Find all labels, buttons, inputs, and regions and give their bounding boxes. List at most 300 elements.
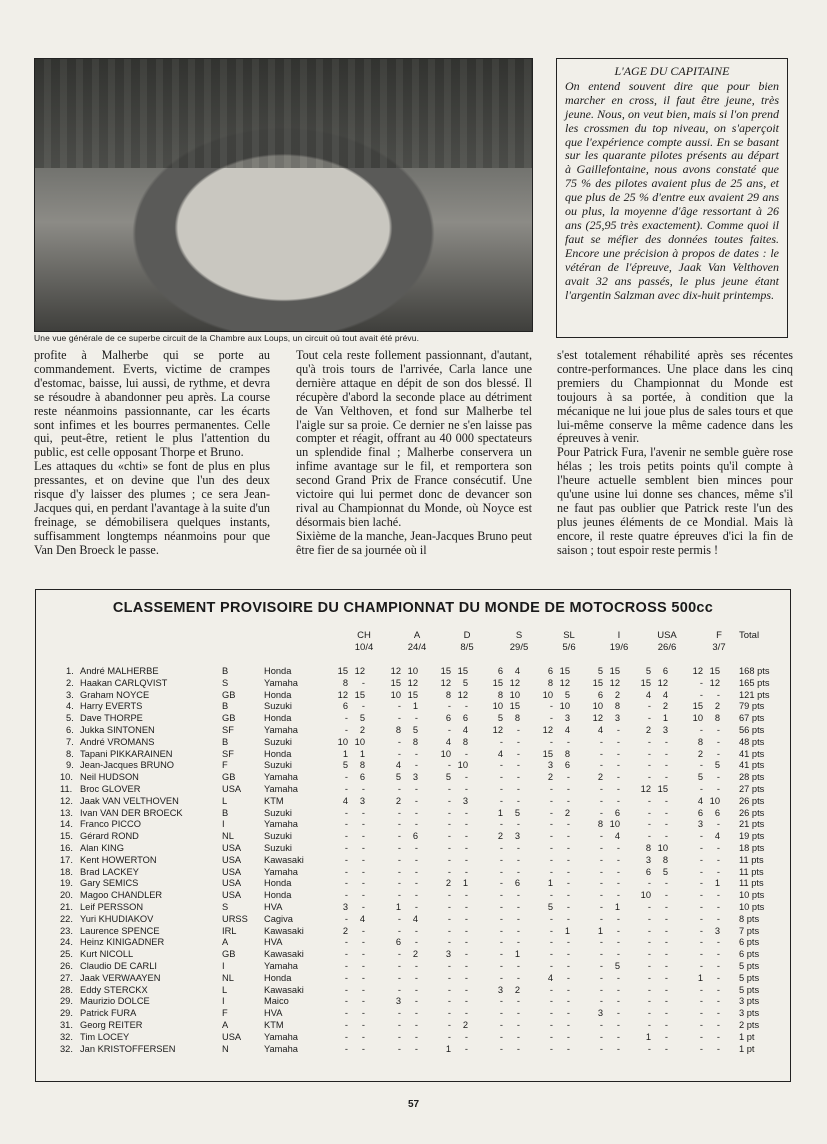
- heat-result: -: [447, 866, 451, 877]
- heat-result: -: [414, 890, 418, 901]
- heat-result: -: [447, 760, 451, 771]
- gp-date: 8/5: [460, 642, 474, 653]
- heat-result: 10: [709, 795, 720, 806]
- rider-name: Jean-Jacques BRUNO: [80, 760, 175, 771]
- heat-result: -: [664, 878, 668, 889]
- motorcycle-make: Honda: [264, 689, 292, 700]
- sidebar-text: On entend souvent dire que pour bien marcher en cross, il faut être jeune, très jeune. Nous, on veut bien, mais si l'on prend les crossmen du top niveau, on s'aperçoit que l'expérience compte aussi. En se basant sur les quarante pilotes présents au départ à Gaillefontaine, nous avons constaté que 75 % des pilotes avaient plus de 25 ans, et que plus de 25 % d'entre eux avaient 29 ans ou plus, la moyenne d'âge ressortant à 26 ans (25,95 très exactement). Comme quoi il faut se méfier des données toutes faites. Encore une précision à propos de dates : le vétéran de l'épreuve, Jaak Van Velthoven avait 32 ans passés, le plus jeune étant l'argentin Salzman avec dix-huit printemps.: [565, 78, 779, 302]
- rank: 19.: [60, 878, 73, 889]
- heat-result: -: [549, 701, 553, 712]
- heat-result: 5: [395, 772, 401, 783]
- rank: 32.: [60, 1043, 73, 1054]
- heat-result: -: [464, 701, 468, 712]
- heat-result: 4: [662, 689, 668, 700]
- heat-result: -: [516, 725, 520, 735]
- heat-result: -: [516, 961, 520, 971]
- heat-result: 4: [497, 748, 503, 759]
- rank: 6.: [66, 725, 74, 735]
- table-row: [36, 843, 790, 854]
- heat-result: -: [616, 1008, 620, 1019]
- total-points: 10 pts: [739, 890, 765, 901]
- heat-result: -: [464, 913, 468, 924]
- heat-result: -: [699, 949, 703, 960]
- heat-result: 3: [697, 819, 703, 830]
- heat-result: -: [516, 736, 520, 747]
- heat-result: -: [664, 913, 668, 924]
- rank: 9.: [66, 760, 74, 771]
- heat-result: -: [599, 831, 603, 842]
- heat-result: -: [566, 819, 570, 830]
- total-points: 10 pts: [739, 902, 765, 912]
- heat-result: 4: [412, 913, 418, 924]
- heat-result: 6: [462, 713, 468, 724]
- total-points: 56 pts: [739, 725, 765, 735]
- total-points: 8 pts: [739, 913, 760, 924]
- heat-result: -: [447, 902, 451, 912]
- heat-result: -: [397, 831, 401, 842]
- heat-result: -: [566, 843, 570, 853]
- heat-result: 8: [597, 819, 603, 830]
- heat-result: 4: [547, 972, 553, 983]
- heat-result: -: [616, 784, 620, 794]
- heat-result: 3: [614, 713, 620, 724]
- heat-result: -: [397, 890, 401, 901]
- heat-result: -: [516, 772, 520, 783]
- heat-result: 1: [412, 701, 418, 712]
- heat-result: 12: [592, 713, 603, 724]
- heat-result: 1: [714, 878, 720, 889]
- nationality: S: [222, 902, 229, 912]
- gp-country: S: [515, 630, 523, 641]
- heat-result: 5: [547, 902, 553, 912]
- heat-result: 8: [714, 713, 720, 724]
- motorcycle-make: Suzuki: [264, 807, 292, 818]
- heat-result: 10: [509, 689, 520, 700]
- heat-result: -: [499, 949, 503, 960]
- total-points: 6 pts: [739, 949, 760, 960]
- heat-result: -: [499, 819, 503, 830]
- heat-result: -: [344, 1031, 348, 1042]
- heat-result: -: [599, 866, 603, 877]
- rank: 5.: [66, 713, 74, 724]
- heat-result: -: [344, 937, 348, 948]
- motorcycle-make: Suzuki: [264, 701, 292, 712]
- gp-country: D: [463, 630, 471, 641]
- heat-result: -: [361, 937, 365, 948]
- heat-result: 10: [592, 701, 603, 712]
- heat-result: 2: [547, 772, 553, 783]
- heat-result: -: [464, 784, 468, 794]
- total-points: 1 pt: [739, 1031, 755, 1042]
- heat-result: -: [414, 748, 418, 759]
- heat-result: -: [647, 878, 651, 889]
- rank: 26.: [60, 961, 73, 971]
- heat-result: 5: [342, 760, 348, 771]
- heat-result: -: [464, 843, 468, 853]
- heat-result: 3: [564, 713, 570, 724]
- heat-result: -: [499, 843, 503, 853]
- heat-result: -: [499, 996, 503, 1007]
- heat-result: 2: [614, 689, 620, 700]
- nationality: USA: [222, 1031, 242, 1042]
- heat-result: 4: [697, 795, 703, 806]
- heat-result: 3: [662, 725, 668, 735]
- gp-country: A: [413, 630, 421, 641]
- heat-result: 3: [359, 795, 365, 806]
- photo-caption: Une vue générale de ce superbe circuit de la Chambre aux Loups, un circuit où tout avait été prévu.: [34, 333, 420, 343]
- rider-name: Kent HOWERTON: [80, 854, 157, 865]
- nationality: IRL: [222, 925, 237, 936]
- heat-result: 8: [564, 748, 570, 759]
- heat-result: 10: [542, 689, 553, 700]
- table-row: [36, 808, 790, 819]
- heat-result: -: [361, 1008, 365, 1019]
- heat-result: 15: [640, 677, 651, 688]
- heat-result: -: [344, 972, 348, 983]
- paragraph: Sixième de la manche, Jean-Jacques Bruno peut être fier de sa journée où il: [296, 528, 532, 557]
- heat-result: -: [361, 949, 365, 960]
- heat-result: 2: [497, 831, 503, 842]
- heat-result: -: [447, 725, 451, 735]
- heat-result: -: [499, 902, 503, 912]
- rank: 23.: [60, 925, 73, 936]
- motorcycle-make: Kawasaki: [264, 949, 304, 960]
- rank: 29.: [60, 996, 73, 1007]
- nationality: USA: [222, 866, 242, 877]
- heat-result: -: [549, 866, 553, 877]
- heat-result: -: [549, 807, 553, 818]
- nationality: F: [222, 760, 228, 771]
- nationality: GB: [222, 949, 236, 960]
- heat-result: 1: [342, 748, 348, 759]
- heat-result: 2: [395, 795, 401, 806]
- motorcycle-make: Cagiva: [264, 913, 293, 924]
- rider-name: Heinz KINIGADNER: [80, 937, 165, 948]
- rider-name: Georg REITER: [80, 1020, 143, 1030]
- heat-result: -: [397, 972, 401, 983]
- heat-result: -: [344, 854, 348, 865]
- heat-result: -: [647, 949, 651, 960]
- heat-result: -: [516, 972, 520, 983]
- heat-result: -: [599, 984, 603, 995]
- heat-result: -: [499, 736, 503, 747]
- heat-result: -: [616, 925, 620, 936]
- heat-result: -: [499, 1020, 503, 1030]
- nationality: A: [222, 1020, 229, 1030]
- heat-result: 4: [445, 736, 451, 747]
- heat-result: 5: [662, 866, 668, 877]
- heat-result: -: [664, 831, 668, 842]
- motorcycle-make: Yamaha: [264, 784, 298, 794]
- heat-result: -: [414, 819, 418, 830]
- table-row: [36, 831, 790, 842]
- heat-result: -: [664, 937, 668, 948]
- heat-result: 12: [354, 666, 365, 676]
- heat-result: -: [664, 902, 668, 912]
- total-points: 7 pts: [739, 925, 760, 936]
- article-column-3: [557, 349, 793, 558]
- heat-result: -: [344, 949, 348, 960]
- paragraph: Pour Patrick Fura, l'avenir ne semble guère rose hélas ; les trois petits points qu'il compte à l'heure actuelle semblent bien minces pour qu'une usine lui donne ses chances, même s'il ne faut pas oublier que Patrick reste l'un des plus jeunes éléments de ce Mondial. Mais là encore, il reste quatre épreuves d'ici la fin de saison ; tout espoir reste permis !: [557, 445, 793, 557]
- heat-result: -: [499, 878, 503, 889]
- heat-result: -: [699, 984, 703, 995]
- heat-result: 2: [342, 925, 348, 936]
- rider-name: André MALHERBE: [80, 666, 159, 676]
- heat-result: -: [647, 984, 651, 995]
- heat-result: -: [699, 1008, 703, 1019]
- heat-result: -: [616, 949, 620, 960]
- rider-name: Haakan CARLQVIST: [80, 677, 168, 688]
- heat-result: -: [664, 1008, 668, 1019]
- heat-result: -: [716, 1031, 720, 1042]
- heat-result: -: [699, 996, 703, 1007]
- heat-result: -: [599, 996, 603, 1007]
- rank: 1.: [66, 666, 74, 676]
- total-points: 1 pt: [739, 1043, 755, 1054]
- heat-result: -: [499, 1043, 503, 1054]
- heat-result: -: [397, 784, 401, 794]
- heat-result: -: [397, 878, 401, 889]
- table-row: [36, 701, 790, 712]
- heat-result: -: [414, 1031, 418, 1042]
- heat-result: -: [361, 866, 365, 877]
- heat-result: -: [664, 807, 668, 818]
- motorcycle-make: Kawasaki: [264, 854, 304, 865]
- heat-result: -: [664, 795, 668, 806]
- heat-result: -: [699, 1020, 703, 1030]
- heat-result: 2: [645, 725, 651, 735]
- heat-result: 1: [514, 949, 520, 960]
- heat-result: 8: [645, 843, 651, 853]
- heat-result: -: [699, 913, 703, 924]
- heat-result: -: [566, 972, 570, 983]
- motorcycle-make: HVA: [264, 1008, 283, 1019]
- heat-result: -: [664, 961, 668, 971]
- heat-result: -: [464, 807, 468, 818]
- rider-name: Jan KRISTOFFERSEN: [80, 1043, 176, 1054]
- heat-result: 15: [509, 701, 520, 712]
- sidebar-box: [556, 58, 788, 338]
- motorcycle-make: Kawasaki: [264, 925, 304, 936]
- heat-result: -: [499, 1031, 503, 1042]
- heat-result: -: [566, 795, 570, 806]
- heat-result: -: [414, 760, 418, 771]
- heat-result: 2: [514, 984, 520, 995]
- gp-date: 3/7: [712, 642, 726, 653]
- table-row: [36, 666, 790, 677]
- heat-result: -: [566, 890, 570, 901]
- heat-result: -: [344, 843, 348, 853]
- heat-result: -: [566, 949, 570, 960]
- table-row: [36, 737, 790, 748]
- heat-result: -: [361, 925, 365, 936]
- heat-result: -: [664, 1020, 668, 1030]
- heat-result: -: [447, 1020, 451, 1030]
- article-column-1: [34, 349, 270, 558]
- heat-result: -: [464, 772, 468, 783]
- heat-result: 15: [542, 748, 553, 759]
- heat-result: -: [616, 996, 620, 1007]
- rider-name: Dave THORPE: [80, 713, 143, 724]
- table-row: [36, 678, 790, 689]
- heat-result: -: [397, 1043, 401, 1054]
- heat-result: -: [499, 937, 503, 948]
- heat-result: -: [716, 937, 720, 948]
- gp-date: 26/6: [657, 642, 677, 653]
- heat-result: -: [647, 713, 651, 724]
- heat-result: -: [566, 831, 570, 842]
- heat-result: -: [716, 843, 720, 853]
- heat-result: -: [464, 925, 468, 936]
- heat-result: -: [414, 795, 418, 806]
- rank: 28.: [60, 984, 73, 995]
- heat-result: -: [549, 937, 553, 948]
- heat-result: 5: [514, 807, 520, 818]
- table-row: [36, 819, 790, 830]
- heat-result: -: [549, 996, 553, 1007]
- nationality: S: [222, 677, 229, 688]
- heat-result: 8: [614, 701, 620, 712]
- table-row: [36, 725, 790, 736]
- heat-result: -: [647, 961, 651, 971]
- heat-result: 6: [697, 807, 703, 818]
- rider-name: Broc GLOVER: [80, 784, 141, 794]
- table-row: [36, 749, 790, 760]
- heat-result: 5: [497, 713, 503, 724]
- rider-name: Neil HUDSON: [80, 772, 139, 783]
- heat-result: -: [447, 784, 451, 794]
- heat-result: -: [344, 1043, 348, 1054]
- heat-result: -: [616, 937, 620, 948]
- heat-result: 10: [407, 666, 418, 676]
- heat-result: 10: [457, 760, 468, 771]
- gp-header: [395, 630, 439, 654]
- heat-result: -: [397, 713, 401, 724]
- heat-result: -: [361, 854, 365, 865]
- heat-result: -: [516, 748, 520, 759]
- heat-result: -: [716, 890, 720, 901]
- heat-result: -: [464, 1008, 468, 1019]
- heat-result: -: [599, 807, 603, 818]
- heat-result: -: [566, 772, 570, 783]
- heat-result: -: [447, 925, 451, 936]
- nationality: F: [222, 1008, 228, 1019]
- motorcycle-make: HVA: [264, 937, 283, 948]
- rank: 31.: [60, 1020, 73, 1030]
- heat-result: 3: [497, 984, 503, 995]
- heat-result: 4: [564, 725, 570, 735]
- gp-header: [645, 630, 689, 654]
- heat-result: 5: [714, 760, 720, 771]
- rider-name: Harry EVERTS: [80, 701, 143, 712]
- heat-result: -: [599, 760, 603, 771]
- heat-result: 15: [592, 677, 603, 688]
- heat-result: 6: [359, 772, 365, 783]
- heat-result: 1: [462, 878, 468, 889]
- heat-result: -: [516, 925, 520, 936]
- nationality: GB: [222, 689, 236, 700]
- motorcycle-make: Honda: [264, 972, 292, 983]
- heat-result: -: [397, 807, 401, 818]
- heat-result: -: [566, 913, 570, 924]
- rider-name: Tim LOCEY: [80, 1031, 130, 1042]
- heat-result: -: [499, 925, 503, 936]
- heat-result: 3: [342, 902, 348, 912]
- heat-result: -: [499, 866, 503, 877]
- nationality: NL: [222, 972, 234, 983]
- heat-result: -: [599, 784, 603, 794]
- heat-result: -: [647, 1008, 651, 1019]
- heat-result: -: [566, 996, 570, 1007]
- heat-result: -: [566, 854, 570, 865]
- heat-result: -: [699, 961, 703, 971]
- total-points: 26 pts: [739, 807, 765, 818]
- heat-result: 4: [342, 795, 348, 806]
- rider-name: Franco PICCO: [80, 819, 141, 830]
- heat-result: -: [397, 854, 401, 865]
- heat-result: -: [716, 689, 720, 700]
- heat-result: -: [549, 984, 553, 995]
- heat-result: 12: [457, 689, 468, 700]
- heat-result: -: [397, 843, 401, 853]
- nationality: USA: [222, 784, 242, 794]
- heat-result: 10: [640, 890, 651, 901]
- gp-header: [497, 630, 541, 654]
- heat-result: -: [516, 819, 520, 830]
- nationality: B: [222, 807, 229, 818]
- heat-result: 15: [354, 689, 365, 700]
- nationality: SF: [222, 725, 234, 735]
- heat-result: -: [414, 972, 418, 983]
- total-points: 67 pts: [739, 713, 765, 724]
- heat-result: 6: [395, 937, 401, 948]
- heat-result: -: [647, 972, 651, 983]
- heat-result: 4: [714, 831, 720, 842]
- total-points: 168 pts: [739, 666, 770, 676]
- heat-result: -: [361, 819, 365, 830]
- heat-result: 2: [662, 701, 668, 712]
- nationality: I: [222, 996, 225, 1007]
- heat-result: -: [699, 925, 703, 936]
- heat-result: -: [699, 677, 703, 688]
- page-number: 57: [407, 1099, 420, 1110]
- heat-result: 15: [390, 677, 401, 688]
- heat-result: -: [361, 984, 365, 995]
- heat-result: 15: [709, 666, 720, 676]
- heat-result: -: [344, 725, 348, 735]
- nationality: GB: [222, 772, 236, 783]
- heat-result: -: [616, 1031, 620, 1042]
- heat-result: -: [647, 902, 651, 912]
- table-row: [36, 1020, 790, 1031]
- rank: 13.: [60, 807, 73, 818]
- rank: 27.: [60, 972, 73, 983]
- heat-result: -: [616, 890, 620, 901]
- table-row: [36, 878, 790, 889]
- paragraph: Les attaques du «chti» se font de plus en plus pressantes, et on devine que l'un des deux risque d'y laisser des plumes ; ce sera Jean-Jacques qui, en perdant l'avantage à la suite d'un freinage, se démobilisera quelques instants, suffisamment longtemps néanmoins pour que Van Den Broeck le passe.: [34, 459, 270, 557]
- heat-result: 1: [497, 807, 503, 818]
- gp-date: 29/5: [509, 642, 529, 653]
- heat-result: 10: [492, 701, 503, 712]
- heat-result: 12: [609, 677, 620, 688]
- heat-result: -: [447, 831, 451, 842]
- heat-result: -: [447, 984, 451, 995]
- heat-result: -: [716, 972, 720, 983]
- heat-result: 15: [559, 666, 570, 676]
- heat-result: -: [616, 843, 620, 853]
- heat-result: 3: [462, 795, 468, 806]
- nationality: I: [222, 961, 225, 971]
